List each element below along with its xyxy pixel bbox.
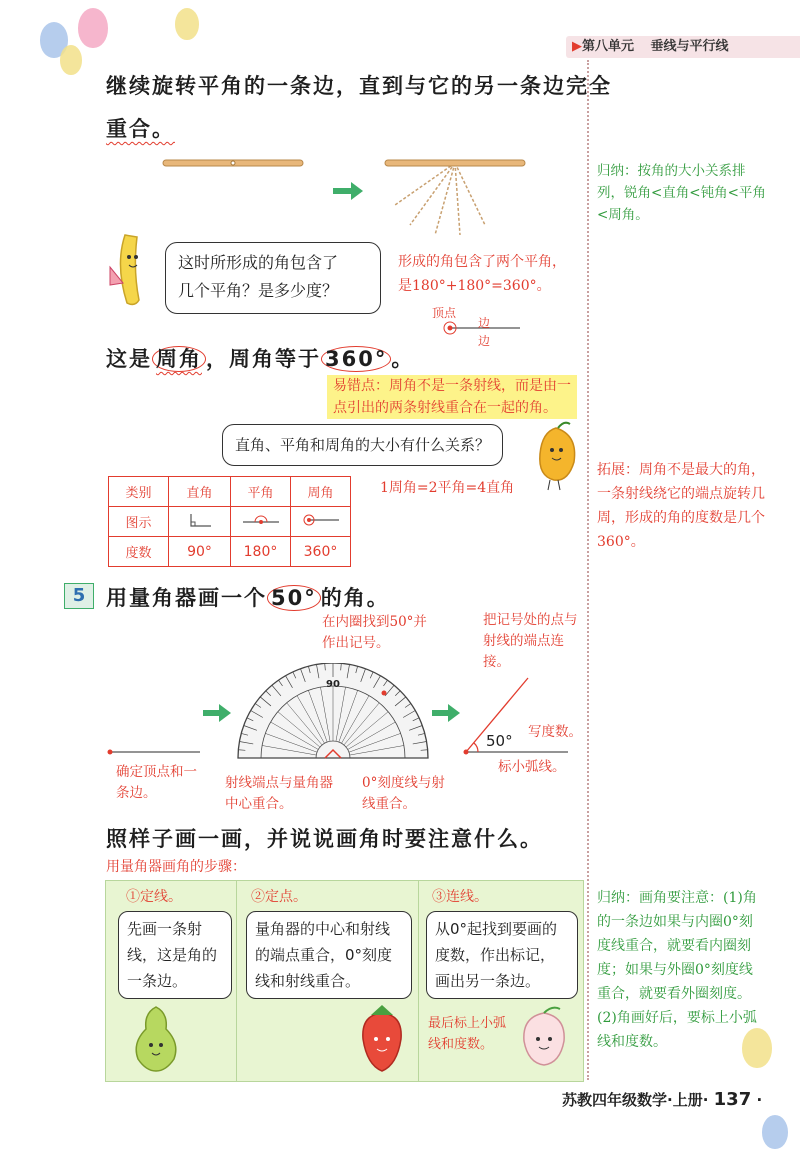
step-bubble: 先画一条射线，这是角的一条边。 — [118, 911, 232, 999]
margin-divider — [587, 60, 589, 1080]
intro-line2: 重合。 — [106, 117, 175, 141]
protractor-note-right: 把记号处的点与射线的端点连接。 — [483, 612, 578, 670]
rotating-sticks — [395, 163, 485, 235]
straight-angle-icon — [231, 507, 291, 537]
protractor-note-top: 在内圈找到50°并作出记号。 — [322, 614, 427, 651]
answer-note-2: 1周角=2平角=4直角 — [380, 480, 515, 496]
steps-panel — [105, 880, 584, 1082]
svg-text:90: 90 — [326, 679, 340, 690]
balloon-decoration — [60, 45, 82, 75]
steps-title: 用量角器画角的步骤： — [106, 859, 246, 875]
question-bubble-2: 直角、平角和周角的大小有什么关系？ — [222, 424, 503, 466]
side-label-2: 边 — [478, 334, 491, 348]
mango-character — [528, 420, 583, 492]
side-label-1: 边 — [478, 316, 491, 330]
unit-header — [566, 36, 800, 58]
arrow-icon — [203, 704, 233, 722]
table-cell: 图示 — [109, 507, 169, 537]
protractor-note-center: 射线端点与量角器中心重合。 — [225, 775, 333, 812]
pear-character — [126, 999, 186, 1077]
rotation-figure — [155, 150, 535, 240]
angle-table — [108, 476, 351, 567]
triangle-icon: ▶ — [572, 39, 582, 54]
intro-line1: 继续旋转平角的一条边，直到与它的另一条边完全 — [106, 74, 612, 98]
step-bubble: 量角器的中心和射线的端点重合，0°刻度线和射线重合。 — [246, 911, 412, 999]
answer1-line1: 形成的角包含了两个平角， — [398, 254, 566, 270]
balloon-decoration — [78, 8, 108, 48]
arc-label-note: 标小弧线。 — [498, 759, 566, 775]
question1-line1: 这时所形成的角包含了 — [178, 253, 339, 272]
unit-title: 垂线与平行线 — [650, 39, 729, 54]
question-bubble-1 — [165, 242, 381, 314]
table-row — [109, 537, 351, 567]
protractor-note-left: 确定顶点和一条边。 — [116, 764, 197, 801]
protractor-note-zero: 0°刻度线与射线重合。 — [362, 775, 445, 812]
balloon-decoration — [175, 8, 199, 40]
arrow-icon — [333, 182, 363, 200]
table-cell: 180° — [231, 537, 291, 567]
right-angle-icon — [169, 507, 231, 537]
try-it-text: 照样子画一画，并说说画角时要注意什么。 — [106, 827, 543, 851]
angle-value-label: 50° — [486, 732, 513, 750]
strawberry-character — [351, 999, 413, 1077]
answer-note-1 — [398, 250, 566, 298]
final-hint: 最后标上小弧线和度数。 — [428, 1016, 507, 1052]
step-title: ②定点。 — [251, 889, 307, 905]
page-number: 137 — [713, 1089, 752, 1110]
term-full-angle: 周角 — [152, 346, 206, 372]
finished-angle-50 — [462, 670, 572, 760]
question1-line2: 几个平角？是多少度？ — [178, 281, 339, 300]
value-360: 360° — [321, 346, 391, 372]
table-header: 直角 — [169, 477, 231, 507]
conclusion: 这是 周角 ，周角等于 360° 。 — [106, 347, 415, 371]
table-cell: 度数 — [109, 537, 169, 567]
step-bubble: 从0°起找到要画的度数，作出标记，画出另一条边。 — [426, 911, 578, 999]
table-cell: 90° — [169, 537, 231, 567]
table-row — [109, 507, 351, 537]
example-number-badge: 5 — [64, 583, 94, 609]
write-degree-note: 写度数。 — [528, 724, 582, 740]
summary-note-2: 归纳：画角要注意：(1)角的一条边如果与内圈0°刻度线重合，就要看内圈刻度；如果与外圈0°刻度线重合，就要看外圈刻度。(2)角画好后，要标上小弧线和度数。 — [597, 890, 757, 1050]
step-title: ③连线。 — [432, 889, 488, 905]
extension-note: 拓展：周角不是最大的角，一条射线绕它的端点旋转几周，形成的角的度数是几个360°。 — [597, 462, 765, 550]
table-row — [109, 477, 351, 507]
peach-character — [514, 1001, 574, 1075]
step-title: ①定线。 — [126, 889, 182, 905]
base-ray-step1 — [104, 740, 204, 760]
answer1-line2: 是180°+180°=360°。 — [398, 278, 551, 294]
mistake-note: 易错点：周角不是一条射线，而是由一 点引出的两条射线重合在一起的角。 — [327, 375, 577, 419]
value-50: 50° — [267, 585, 321, 611]
book-title: 苏教四年级数学·上册· — [562, 1091, 709, 1109]
vertex-label: 顶点 — [432, 306, 457, 320]
table-header: 周角 — [291, 477, 351, 507]
table-cell: 360° — [291, 537, 351, 567]
footer: 苏教四年级数学·上册· 137 · — [562, 1089, 763, 1110]
banana-character — [105, 225, 163, 310]
table-header: 平角 — [231, 477, 291, 507]
summary-note-1: 归纳：按角的大小关系排列，锐角<直角<钝角<平角<周角。 — [597, 163, 766, 223]
full-angle-icon — [291, 507, 351, 537]
table-header: 类别 — [109, 477, 169, 507]
example-text: 用量角器画一个 50° 的角。 — [106, 586, 390, 610]
balloon-decoration — [762, 1115, 788, 1149]
unit-label: 第八单元 — [582, 39, 635, 54]
arrow-icon — [432, 704, 462, 722]
protractor — [236, 663, 430, 763]
